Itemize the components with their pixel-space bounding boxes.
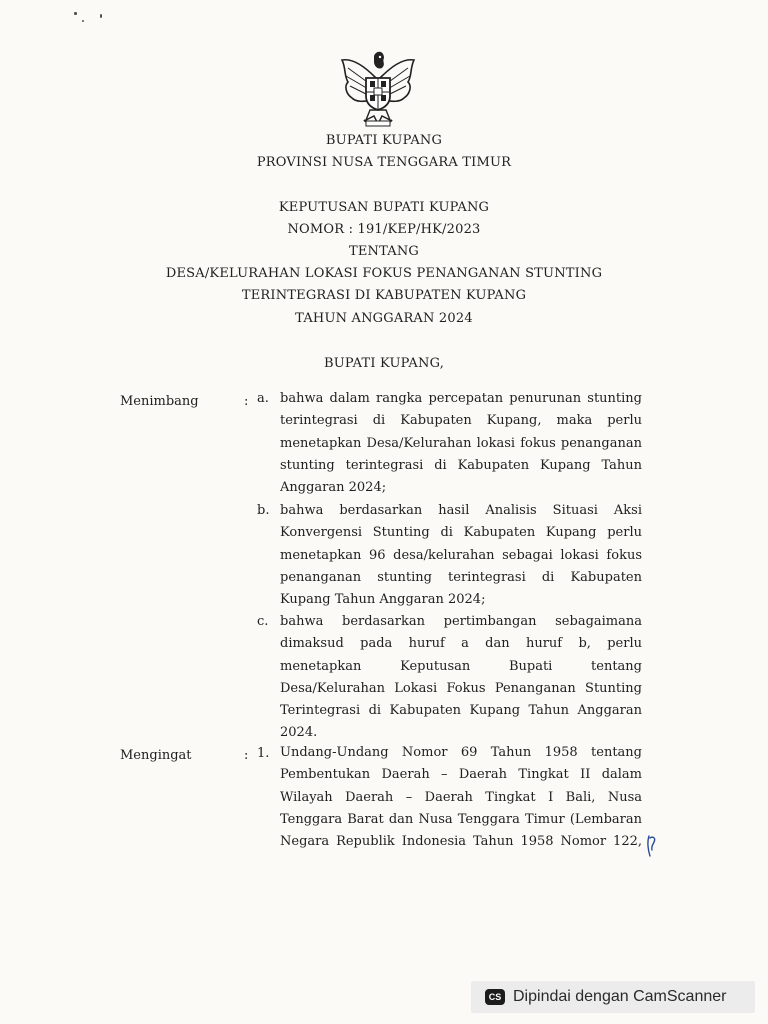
decree-number: NOMOR : 191/KEP/HK/2023	[287, 222, 481, 237]
menimbang-marker-c: c.	[257, 614, 269, 629]
text-line: penanganan stunting terintegrasi di Kabupaten	[280, 569, 642, 585]
garuda-emblem-icon	[336, 48, 420, 130]
text-line: Wilayah Daerah – Daerah Tingkat I Bali, Nusa	[280, 789, 642, 805]
camscanner-label: Dipindai dengan CamScanner	[513, 988, 727, 1005]
text-line: bahwa berdasarkan hasil Analisis Situasi Aksi	[280, 503, 642, 518]
province-heading: PROVINSI NUSA TENGGARA TIMUR	[256, 155, 512, 170]
camscanner-watermark	[471, 981, 755, 1013]
menimbang-item-c	[280, 611, 642, 745]
text-line: dimaksud pada huruf a dan huruf b, perlu	[280, 636, 642, 652]
menimbang-marker-a: a.	[257, 391, 269, 406]
text-line: Konvergensi Stunting di Kabupaten Kupang perlu	[280, 525, 642, 541]
text-line: 2024.	[280, 725, 318, 741]
camscanner-logo-icon: CS	[485, 989, 505, 1005]
menimbang-item-b	[280, 500, 642, 611]
decree-subject-line-3: TAHUN ANGGARAN 2024	[295, 311, 473, 326]
text-line: Desa/Kelurahan Lokasi Fokus Penanganan Stunting	[280, 680, 642, 696]
text-line: Kupang Tahun Anggaran 2024;	[280, 592, 486, 608]
mengingat-label: Mengingat	[120, 748, 192, 763]
text-line: bahwa dalam rangka percepatan penurunan stunting	[280, 391, 642, 406]
text-line: Undang-Undang Nomor 69 Tahun 1958 tentang	[280, 745, 642, 760]
decree-subject-line-2: TERINTEGRASI DI KABUPATEN KUPANG	[241, 288, 527, 303]
text-line: Pembentukan Daerah – Daerah Tingkat II dalam	[280, 767, 642, 783]
text-line: Terintegrasi di Kabupaten Kupang Tahun Anggaran	[280, 703, 642, 719]
mengingat-marker-1: 1.	[257, 746, 270, 761]
decree-subject-line-1: DESA/KELURAHAN LOKASI FOKUS PENANGANAN STUNTING	[165, 266, 603, 281]
menimbang-marker-b: b.	[257, 503, 270, 518]
text-line: menetapkan Keputusan Bupati tentang	[280, 658, 642, 674]
decree-title: KEPUTUSAN BUPATI KUPANG	[278, 200, 490, 215]
text-line: Tenggara Barat dan Nusa Tenggara Timur (Lembaran	[280, 811, 642, 827]
handwritten-initial-mark	[645, 832, 659, 858]
text-line: Anggaran 2024;	[280, 480, 387, 496]
decree-about-label: TENTANG	[348, 244, 420, 259]
opening-statement: BUPATI KUPANG,	[323, 356, 445, 371]
text-line: terintegrasi di Kabupaten Kupang, maka perlu	[280, 413, 642, 429]
text-line: bahwa berdasarkan pertimbangan sebagaimana	[280, 614, 642, 629]
mengingat-item-1	[280, 742, 642, 853]
text-line: stunting terintegrasi di Kabupaten Kupang Tahun	[280, 457, 642, 473]
text-line: menetapkan Desa/Kelurahan lokasi fokus penanganan	[280, 435, 642, 451]
menimbang-item-a	[280, 388, 642, 499]
menimbang-label: Menimbang	[120, 394, 199, 409]
text-line: menetapkan 96 desa/kelurahan sebagai lokasi fokus	[280, 547, 642, 563]
menimbang-colon: :	[244, 394, 249, 409]
mengingat-colon: :	[244, 748, 249, 763]
text-line: Negara Republik Indonesia Tahun 1958 Nomor 122,	[280, 834, 642, 850]
issuer-heading: BUPATI KUPANG	[325, 133, 443, 148]
